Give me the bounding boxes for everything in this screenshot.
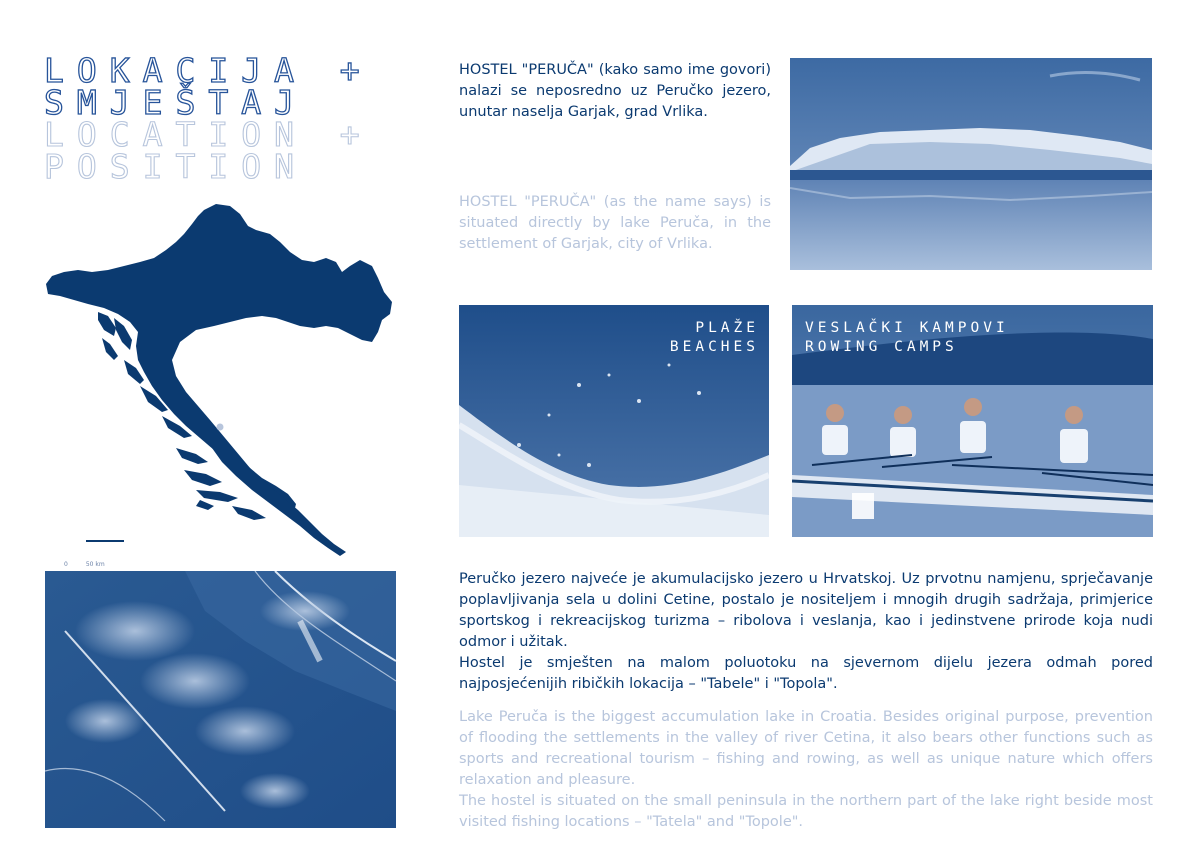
croatia-island-2 — [114, 318, 132, 350]
croatia-island-3 — [102, 338, 118, 360]
rowing-caption-hr: VESLAČKI KAMPOVI — [805, 320, 1009, 336]
croatia-island-1 — [98, 312, 116, 336]
body-en-paragraph-1: Lake Peruča is the biggest accumulation lake in Croatia. Besides original purpose, prevention of flooding the settlements in the valley of river Cetina, it also bears other functions such as sports and recreational tourism – fishing and rowing, as well as unique nature which offers relaxation and pleasure. — [459, 709, 1153, 788]
lake-mountain-photo — [790, 58, 1152, 270]
rowing-caption — [805, 319, 1009, 357]
body-hr-paragraph-1: Peručko jezero najveće je akumulacijsko jezero u Hrvatskoj. Uz prvotnu namjenu, sprječavanje poplavljivanja sela u dolini Cetine, postalo je nositeljem i mnogih drugih sadržaja, primjerice sportskog i rekreacijskog turizma – ribolova i veslanja, kao i jedinstvene prirode koja nudi odmor i užitak. — [459, 571, 1153, 650]
croatia-map — [44, 200, 400, 570]
intro-text-en: HOSTEL "PERUČA" (as the name says) is situated directly by lake Peruča, in the settlement of Garjak, city of Vrlika. — [459, 194, 771, 252]
map-scale-labels — [64, 561, 123, 568]
body-hr-paragraph-2: Hostel je smješten na malom poluotoku na sjevernom dijelu jezera odmah pored najposjećenijih ribičkih lokacija – "Tabele" i "Topola". — [459, 655, 1153, 692]
title-line-en-2: POSITION — [44, 147, 307, 186]
beaches-caption-hr: PLAŽE — [695, 320, 759, 336]
body-en-paragraph-2: The hostel is situated on the small peninsula in the northern part of the lake right beside most visited fishing locations – "Tatela" and "Topole". — [459, 793, 1153, 830]
beaches-photo — [459, 305, 769, 537]
title-line-en-1: LOCATION + — [44, 115, 373, 154]
location-dot — [217, 424, 224, 431]
rowing-photo — [792, 305, 1153, 537]
croatia-island-10 — [232, 506, 266, 520]
rowing-caption-en: ROWING CAMPS — [805, 339, 958, 355]
intro-text-hr: HOSTEL "PERUČA" (kako samo ime govori) nalazi se neposredno uz Peručko jezero, unutar naselja Garjak, grad Vrlika. — [459, 62, 771, 120]
croatia-island-7 — [176, 448, 208, 464]
beaches-caption-en: BEACHES — [669, 339, 759, 355]
map-scale-start: 0 — [64, 561, 68, 568]
title-line-hr-1: LOKACIJA + — [44, 51, 373, 90]
map-scale-bar — [86, 540, 124, 542]
title-line-hr-2: SMJEŠTAJ — [44, 83, 307, 122]
aerial-photo — [45, 571, 396, 828]
croatia-mainland-shape — [46, 204, 392, 512]
body-text-hr — [459, 569, 1153, 695]
croatia-south-strip-shape — [212, 432, 346, 556]
croatia-island-9 — [196, 490, 238, 502]
map-scale-end: 50 km — [85, 561, 105, 568]
croatia-island-8 — [184, 470, 222, 486]
beaches-caption — [670, 319, 759, 357]
page-title — [44, 51, 404, 186]
croatia-island-11 — [196, 500, 214, 510]
body-text-en — [459, 707, 1153, 833]
